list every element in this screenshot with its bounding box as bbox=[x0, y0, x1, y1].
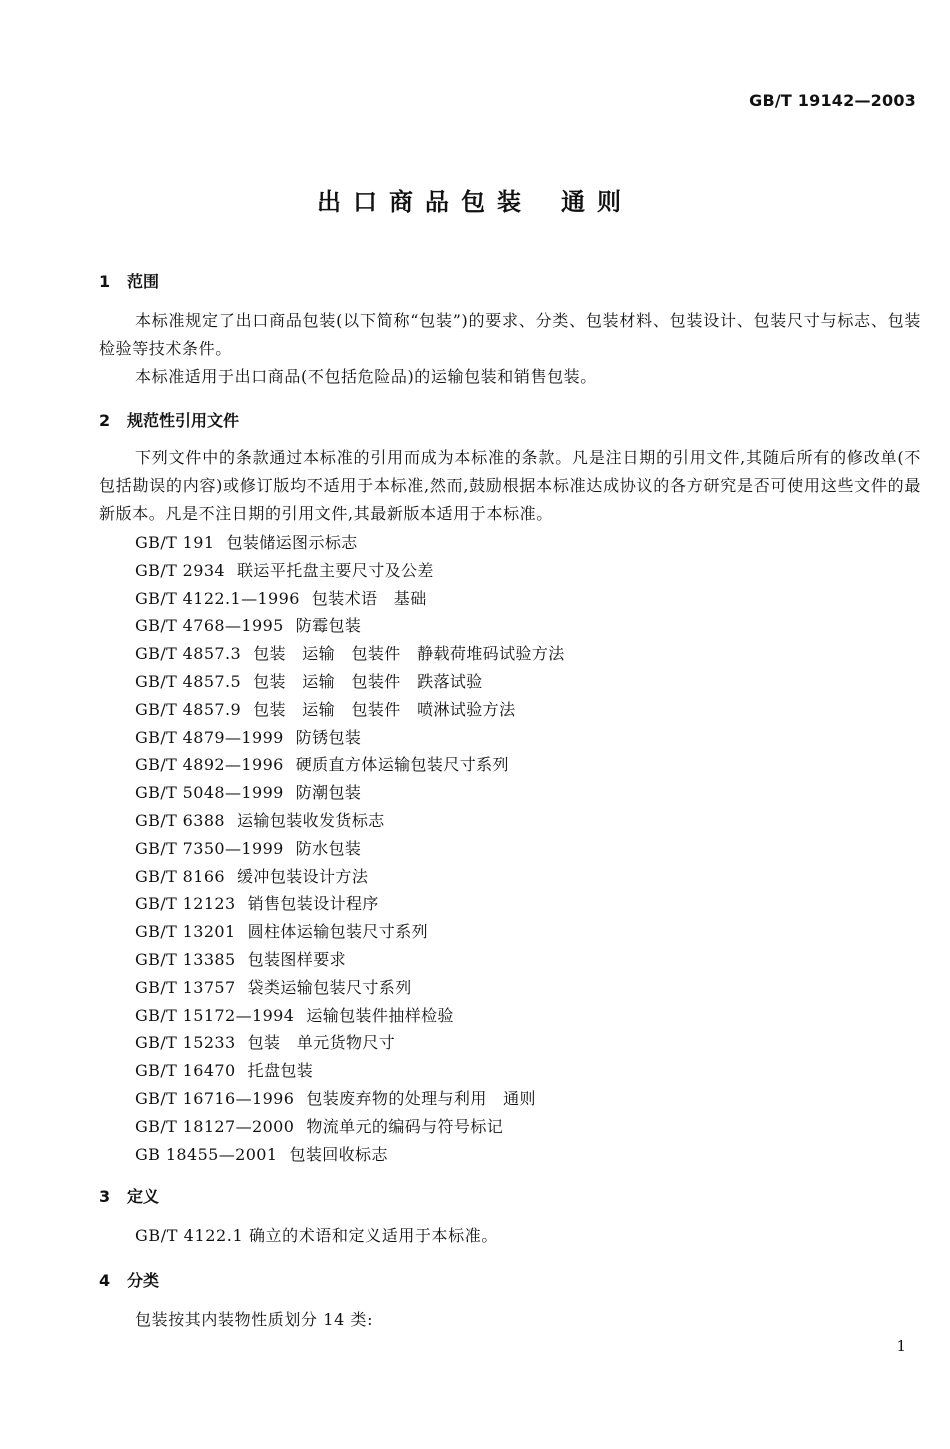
standard-number: GB/T 19142—2003 bbox=[749, 91, 916, 110]
section-2-paragraph: 下列文件中的条款通过本标准的引用而成为本标准的条款。凡是注日期的引用文件,其随后所有的修改单(不包括勘误的内容)或修订版均不适用于本标准,然而,鼓励根据本标准达成协议的各方研究是否可使用这些文件的最新版本。凡是不注日期的引用文件,其最新版本适用于本标准。 bbox=[99, 448, 921, 523]
page-number: 1 bbox=[896, 1337, 906, 1355]
reference-item: GB/T 13201 圆柱体运输包装尺寸系列 bbox=[135, 922, 428, 942]
section-3-heading: 3 定义 bbox=[99, 1187, 160, 1206]
reference-item: GB/T 18127—2000 物流单元的编码与符号标记 bbox=[135, 1116, 504, 1136]
reference-item: GB/T 4857.5 包装 运输 包装件 跌落试验 bbox=[135, 671, 483, 691]
reference-item: GB/T 16470 托盘包装 bbox=[135, 1061, 314, 1081]
reference-item: GB/T 13385 包装图样要求 bbox=[135, 949, 346, 969]
reference-item: GB/T 8166 缓冲包装设计方法 bbox=[135, 866, 369, 886]
reference-item: GB/T 2934 联运平托盘主要尺寸及公差 bbox=[135, 560, 434, 580]
reference-item: GB/T 4857.9 包装 运输 包装件 喷淋试验方法 bbox=[135, 699, 516, 719]
section-3-paragraph: GB/T 4122.1 确立的术语和定义适用于本标准。 bbox=[135, 1226, 498, 1245]
section-1-paragraph-1: 本标准规定了出口商品包装(以下简称“包装”)的要求、分类、包装材料、包装设计、包装尺寸与标志、包装检验等技术条件。 bbox=[99, 311, 921, 358]
reference-item: GB/T 6388 运输包装收发货标志 bbox=[135, 810, 385, 830]
section-1-heading: 1 范围 bbox=[99, 272, 160, 291]
reference-item: GB/T 12123 销售包装设计程序 bbox=[135, 894, 379, 914]
reference-item: GB/T 4857.3 包装 运输 包装件 静载荷堆码试验方法 bbox=[135, 644, 565, 664]
reference-item: GB/T 15233 包装 单元货物尺寸 bbox=[135, 1033, 396, 1053]
title-part-2: 通则 bbox=[561, 188, 633, 216]
section-2-heading: 2 规范性引用文件 bbox=[99, 411, 240, 430]
section-1-paragraph-2: 本标准适用于出口商品(不包括危险品)的运输包装和销售包装。 bbox=[135, 367, 597, 386]
document-title bbox=[0, 182, 950, 217]
reference-item: GB/T 4879—1999 防锈包装 bbox=[135, 727, 362, 747]
reference-item: GB/T 4768—1995 防霉包装 bbox=[135, 616, 362, 636]
reference-item: GB/T 13757 袋类运输包装尺寸系列 bbox=[135, 977, 412, 997]
reference-item: GB/T 7350—1999 防水包装 bbox=[135, 838, 362, 858]
reference-item: GB/T 191 包装储运图示标志 bbox=[135, 533, 358, 552]
reference-item: GB/T 15172—1994 运输包装件抽样检验 bbox=[135, 1005, 454, 1025]
section-4-paragraph: 包装按其内装物性质划分 14 类: bbox=[135, 1310, 374, 1329]
reference-list bbox=[135, 529, 565, 1168]
reference-item: GB/T 16716—1996 包装废弃物的处理与利用 通则 bbox=[135, 1088, 536, 1108]
section-4-heading: 4 分类 bbox=[99, 1271, 160, 1290]
reference-item: GB/T 4892—1996 硬质直方体运输包装尺寸系列 bbox=[135, 755, 509, 775]
title-part-1: 出口商品包装 bbox=[317, 188, 533, 216]
reference-item: GB/T 4122.1—1996 包装术语 基础 bbox=[135, 588, 427, 608]
reference-item: GB 18455—2001 包装回收标志 bbox=[135, 1144, 388, 1164]
reference-item: GB/T 5048—1999 防潮包装 bbox=[135, 783, 362, 803]
